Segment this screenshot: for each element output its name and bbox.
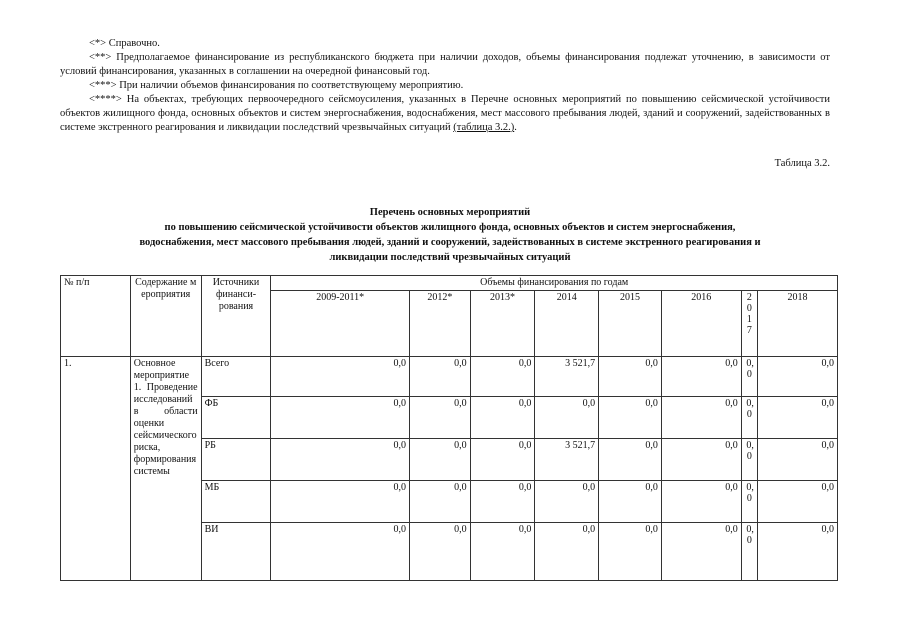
measure-description: Основное мероприятие 1. Проведение исследований в области оценки сейсмического риска, формирования системы	[130, 357, 201, 581]
value-cell: 0,0	[757, 439, 837, 481]
header-volumes: Объемы финансирования по годам	[271, 276, 838, 291]
value-cell: 0,0	[599, 523, 662, 581]
table-row	[61, 357, 838, 397]
footnote-2: <**> Предполагаемое финансирование из республиканского бюджета при наличии доходов, объемы финансирования подлежат уточнению, в зависимости от условий финансирования, указанных в соглашении на очередной финансовый год.	[60, 52, 830, 77]
value-cell: 0,0	[535, 523, 599, 581]
value-cell: 0,0	[661, 481, 741, 523]
header-content: Содержание мероприятия	[130, 276, 201, 357]
header-year: 2014	[535, 291, 599, 357]
value-cell: 0,0	[599, 357, 662, 397]
value-cell: 0,0	[746, 398, 754, 420]
value-cell: 0,0	[599, 397, 662, 439]
value-cell: 0,0	[470, 397, 535, 439]
table-reference: Таблица 3.2.	[774, 158, 830, 169]
value-cell: 0,0	[271, 481, 410, 523]
header-row	[61, 276, 838, 291]
header-year: 2009-2011*	[271, 291, 410, 357]
header-year: 2012*	[409, 291, 470, 357]
footnotes	[60, 37, 830, 135]
title-line: по повышению сейсмической устойчивости объектов жилищного фонда, основных объектов и систем энергоснабжения,	[164, 222, 736, 233]
footnote-1: <*> Справочно.	[89, 38, 160, 49]
footnote-4-text: <****> На объектах, требующих первоочередного сейсмоусиления, указанных в Перечне основных мероприятий по повышению сейсмической устойчивости объектов жилищного фонда, основных объектов и систем энергоснабжения, водоснабжения, мест массового пребывания людей, зданий и сооружений, задействованных в системе экстренного реагирования и ликвидации последствий чрезвычайных ситуаций	[60, 94, 830, 133]
source-cell: РБ	[201, 439, 271, 481]
header-year: 2017	[746, 292, 752, 336]
source-cell: МБ	[201, 481, 271, 523]
footnote-4-end: .	[514, 122, 517, 133]
source-cell: ВИ	[201, 523, 271, 581]
value-cell: 3 521,7	[535, 439, 599, 481]
source-cell: ФБ	[201, 397, 271, 439]
value-cell: 0,0	[409, 439, 470, 481]
value-cell: 0,0	[409, 523, 470, 581]
header-year: 2018	[757, 291, 837, 357]
value-cell: 0,0	[599, 439, 662, 481]
value-cell: 0,0	[271, 439, 410, 481]
header-year: 2016	[661, 291, 741, 357]
value-cell: 0,0	[757, 397, 837, 439]
header-year: 2013*	[470, 291, 535, 357]
footnote-3: <***> При наличии объемов финансирования по соответствующему мероприятию.	[89, 80, 464, 91]
value-cell: 0,0	[746, 358, 754, 380]
value-cell: 0,0	[470, 523, 535, 581]
value-cell: 0,0	[271, 357, 410, 397]
source-cell: Всего	[201, 357, 271, 397]
value-cell: 0,0	[746, 524, 754, 546]
financing-table	[60, 275, 838, 581]
title-line: водоснабжения, мест массового пребывания людей, зданий и сооружений, задействованных в системе экстренного реагирования и	[139, 237, 761, 248]
value-cell: 0,0	[271, 523, 410, 581]
value-cell: 0,0	[599, 481, 662, 523]
value-cell: 0,0	[470, 481, 535, 523]
value-cell: 0,0	[409, 481, 470, 523]
value-cell: 0,0	[409, 397, 470, 439]
table-3-2-link[interactable]: (таблица 3.2.)	[453, 122, 515, 133]
header-source: Источники финанси-рования	[201, 276, 271, 357]
header-year: 2015	[599, 291, 662, 357]
value-cell: 0,0	[746, 440, 754, 462]
value-cell: 0,0	[746, 482, 754, 504]
value-cell: 3 521,7	[535, 357, 599, 397]
value-cell: 0,0	[661, 397, 741, 439]
value-cell: 0,0	[661, 357, 741, 397]
row-number: 1.	[61, 357, 131, 581]
value-cell: 0,0	[661, 439, 741, 481]
value-cell: 0,0	[271, 397, 410, 439]
value-cell: 0,0	[535, 481, 599, 523]
value-cell: 0,0	[470, 439, 535, 481]
header-num: № п/п	[61, 276, 131, 357]
title-line: Перечень основных мероприятий	[369, 207, 531, 218]
title-line: ликвидации последствий чрезвычайных ситуаций	[329, 252, 571, 263]
value-cell: 0,0	[470, 357, 535, 397]
value-cell: 0,0	[757, 523, 837, 581]
table-title	[40, 205, 860, 265]
value-cell: 0,0	[535, 397, 599, 439]
value-cell: 0,0	[409, 357, 470, 397]
value-cell: 0,0	[757, 357, 837, 397]
value-cell: 0,0	[661, 523, 741, 581]
value-cell: 0,0	[757, 481, 837, 523]
footnote-4	[60, 93, 830, 135]
